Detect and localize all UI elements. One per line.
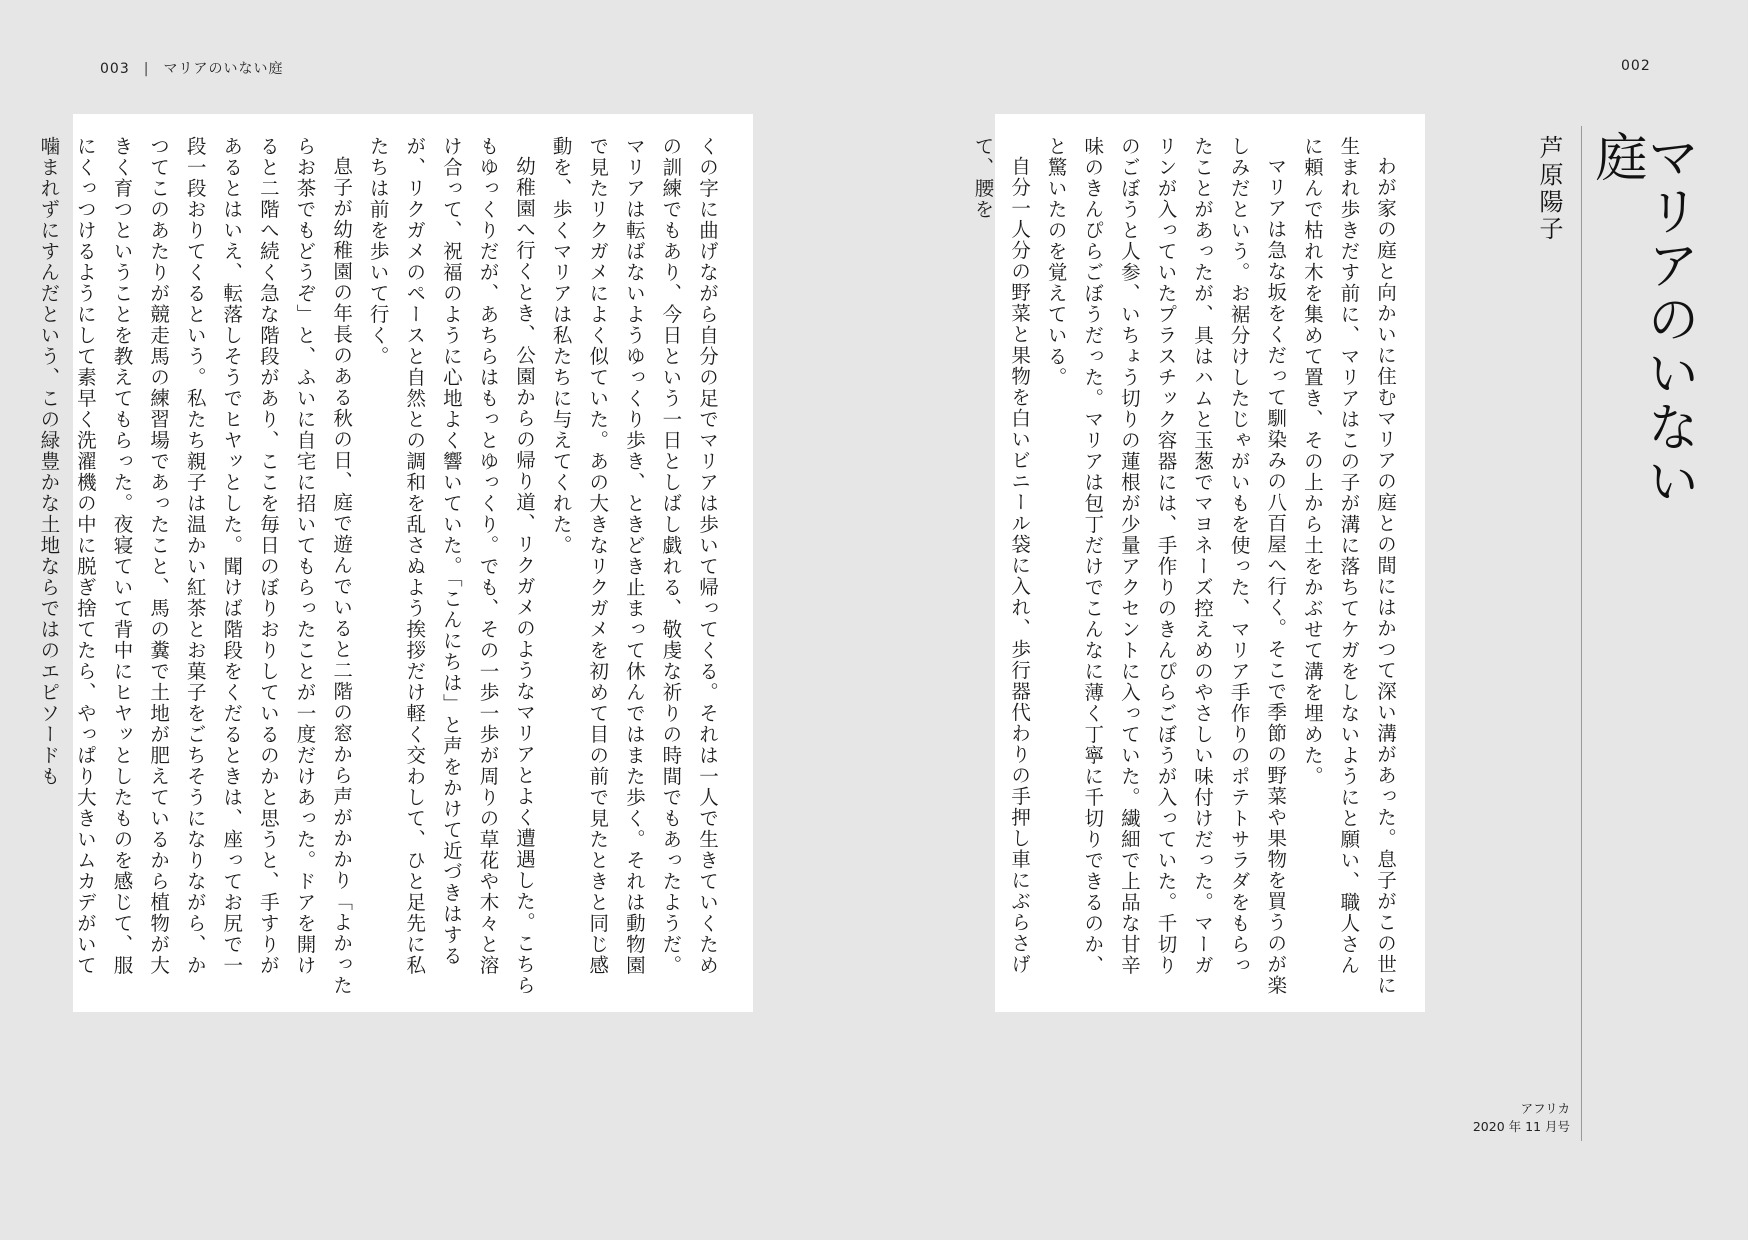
paragraph: 息子が幼稚園の年長のある秋の日、庭で遊んでいると二階の窓から声がかかり「よかったらお茶でもどうぞ」と、ふいに自宅に招いてもらったことが一度だけあった。ドアを開けると二階へ続く急な階段があり、ここを毎日のぼりおりしているのかと思うと、手すりがあるとはいえ、転落しそうでヒヤッとした。聞けば階段をくだるときは、座ってお尻で一段一段おりてくるという。私たち親子は温かい紅茶とお菓子をごちそうになりながら、かつてこのあたりが競走馬の練習場であったこと、馬の糞で土地が肥えているから植物が大きく育つということを教えてもらった。夜寝ていて背中にヒヤッとしたものを感じて、服にくっつけるようにして素早く洗濯機の中に脱ぎ捨てたら、やっぱり大きいムカデがいて噛まれずにすんだという、この緑豊かな土地ならではのエピソードも <box>37 136 354 996</box>
source-issue: 2020 年 11 月号 <box>1472 1119 1570 1134</box>
page-number-left: 003 <box>100 61 130 77</box>
right-page-body <box>964 136 1403 996</box>
paragraph: 自分一人分の野菜と果物を白いビニール袋に入れ、歩行器代わりの手押し車にぶらさげて、腰を <box>971 136 1032 975</box>
page-number-right: 002 <box>1621 58 1651 74</box>
running-head-left <box>100 58 283 78</box>
paragraph: くの字に曲げながら自分の足でマリアは歩いて帰ってくる。それは一人で生きていくための訓練でもあり、今日という一日としばし戯れる、敬虔な祈りの時間でもあったようだ。マリアは転ばないようゆっくり歩き、ときどき止まって休んではまた歩く。それは動物園で見たリクガメによく似ていた。あの大きなリクガメを初めて目の前で見たときと同じ感動を、歩くマリアは私たちに与えてくれた。 <box>549 136 719 976</box>
paragraph: 幼稚園へ行くとき、公園からの帰り道、リクガメのようなマリアとよく遭遇した。こちらもゆっくりだが、あちらはもっとゆっくり。でも、その一歩一歩が周りの草花や木々と溶け合って、祝福のように心地よく響いていた。「こんにちは」と声をかけて近づきはするが、リクガメのペースと自然との調和を乱さぬよう挨拶だけ軽く交わして、ひと足先に私たちは前を歩いて行く。 <box>366 136 537 996</box>
running-head-separator: | <box>143 61 150 77</box>
source-credit <box>1460 1100 1570 1136</box>
source-magazine: アフリカ <box>1520 1101 1570 1116</box>
title-divider <box>1581 126 1582 1141</box>
article-author: 芦原陽子 <box>1535 135 1563 243</box>
paragraph: マリアは急な坂をくだって馴染みの八百屋へ行く。そこで季節の野菜や果物を買うのが楽しみだという。お裾分けしたじゃがいもを使った、マリア手作りのポテトサラダをもらったことがあったが、具はハムと玉葱でマヨネーズ控えめのやさしい味付けだった。マーガリンが入っていたプラスチック容器には、手作りのきんぴらごぼうが入っていた。千切りのごぼうと人参、いちょう切りの蓮根が少量アクセントに入っていた。繊細で上品な甘辛味のきんぴらごぼうだった。マリアは包丁だけでこんなに薄く丁寧に千切りできるのか、と驚いたのを覚えている。 <box>1044 136 1288 996</box>
running-head-title: マリアのいない庭 <box>163 61 284 77</box>
paragraph: わが家の庭と向かいに住むマリアの庭との間にはかつて深い溝があった。息子がこの世に生まれ歩きだす前に、マリアはこの子が溝に落ちてケガをしないようにと願い、職人さんに頼んで枯れ木を集めて置き、その上から土をかぶせて溝を埋めた。 <box>1300 136 1397 996</box>
left-page-text-panel <box>37 114 753 1012</box>
right-page-text-panel <box>971 114 1425 1012</box>
article-title: マリアのいない庭 <box>1586 130 1698 508</box>
left-page-body <box>30 136 725 996</box>
